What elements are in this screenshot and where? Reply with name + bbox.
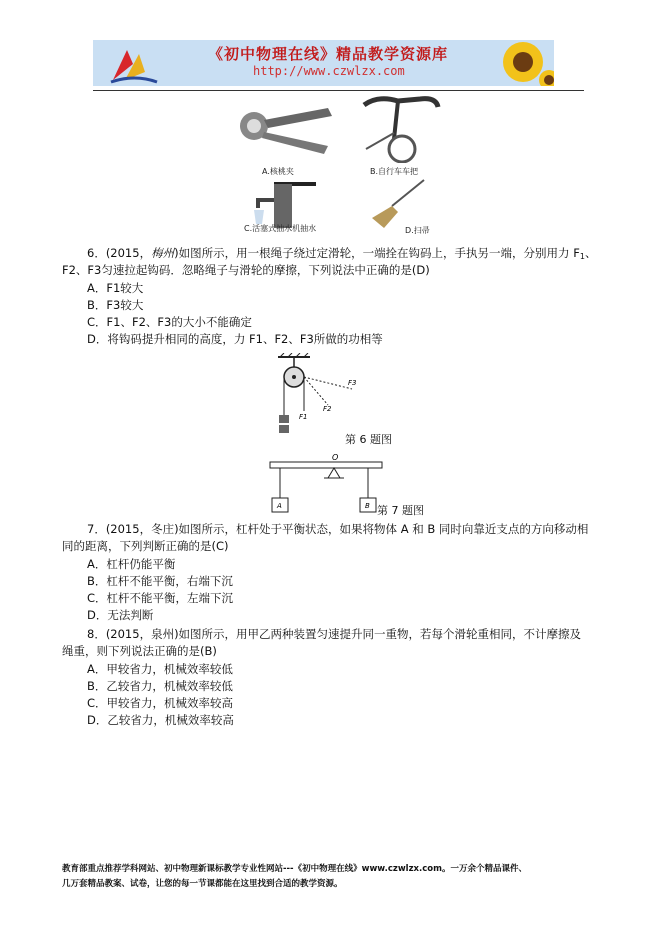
image-d-caption: D.扫帚	[405, 226, 430, 235]
q7-option-a: A．杠杆仍能平衡	[87, 557, 176, 571]
q7-figure-label: 第 7 题图	[377, 504, 424, 517]
q6-option-c: C．F1、F2、F3的大小不能确定	[87, 315, 252, 329]
image-b-caption: B.自行车车把	[370, 167, 419, 176]
nutcracker-image	[232, 100, 338, 162]
sunflower-icon	[493, 40, 554, 86]
header-rule	[93, 90, 584, 91]
broom-image	[370, 178, 430, 230]
f3-label: F3	[348, 379, 357, 387]
bicycle-handlebar-image	[358, 93, 442, 163]
q8-option-a: A．甲较省力，机械效率较低	[87, 662, 233, 676]
footer-line1: 教育部重点推荐学科网站、初中物理新课标教学专业性网站---《初中物理在线》www.czwlzx.com。一万余个精品课件、	[62, 864, 527, 874]
q7-line2: 同的距离，下列判断正确的是(C)	[62, 539, 229, 553]
q8-line2: 绳重，则下列说法正确的是(B)	[62, 644, 217, 658]
banner-title: 《初中物理在线》精品教学资源库	[208, 45, 449, 63]
header-banner	[93, 40, 554, 86]
logo-icon	[105, 44, 165, 84]
q7-option-b: B．杠杆不能平衡，右端下沉	[87, 574, 233, 588]
object-b-label: B	[365, 502, 370, 510]
lever-diagram	[266, 452, 386, 518]
q6-option-a: A．F1较大	[87, 281, 144, 295]
fulcrum-label: O	[332, 453, 339, 462]
q8-option-b: B．乙较省力，机械效率较低	[87, 679, 233, 693]
q6-line1: 6．(2015，梅州)如图所示，用一根绳子绕过定滑轮，一端拴在钩码上，手执另一端，分别用力 $F_1$、	[87, 246, 597, 261]
footer-line2: 几万套精品教案、试卷，让您的每一节课都能在这里找到合适的教学资源。	[62, 879, 343, 889]
q6-figure-label: 第 6 题图	[345, 433, 392, 446]
q6-line2: F2、F3匀速拉起钩码．忽略绳子与滑轮的摩擦，下列说法中正确的是(D)	[62, 263, 430, 277]
f1-label: F1	[299, 413, 308, 421]
q8-line1: 8．(2015，泉州)如图所示，用甲乙两种装置匀速提升同一重物，若每个滑轮重相同，不计摩擦及	[87, 627, 582, 641]
q7-option-d: D．无法判断	[87, 608, 154, 622]
object-a-label: A	[277, 502, 282, 510]
f2-label: F2	[323, 405, 332, 413]
q6-option-b: B．F3较大	[87, 298, 144, 312]
q8-option-c: C．甲较省力，机械效率较高	[87, 696, 234, 710]
q8-option-d: D．乙较省力，机械效率较高	[87, 713, 234, 727]
q6-option-d: D．将钩码提升相同的高度，力 F1、F2、F3所做的功相等	[87, 332, 383, 346]
q7-line1: 7．(2015，冬庄)如图所示，杠杆处于平衡状态，如果将物体 A 和 B 同时向靠近支点的方向移动相	[87, 522, 589, 536]
q7-option-c: C．杠杆不能平衡，左端下沉	[87, 591, 234, 605]
image-c-caption: C.活塞式抽水机抽水	[244, 224, 317, 233]
image-a-caption: A.核桃夹	[262, 167, 294, 176]
banner-url: http://www.czwlzx.com	[253, 64, 405, 78]
